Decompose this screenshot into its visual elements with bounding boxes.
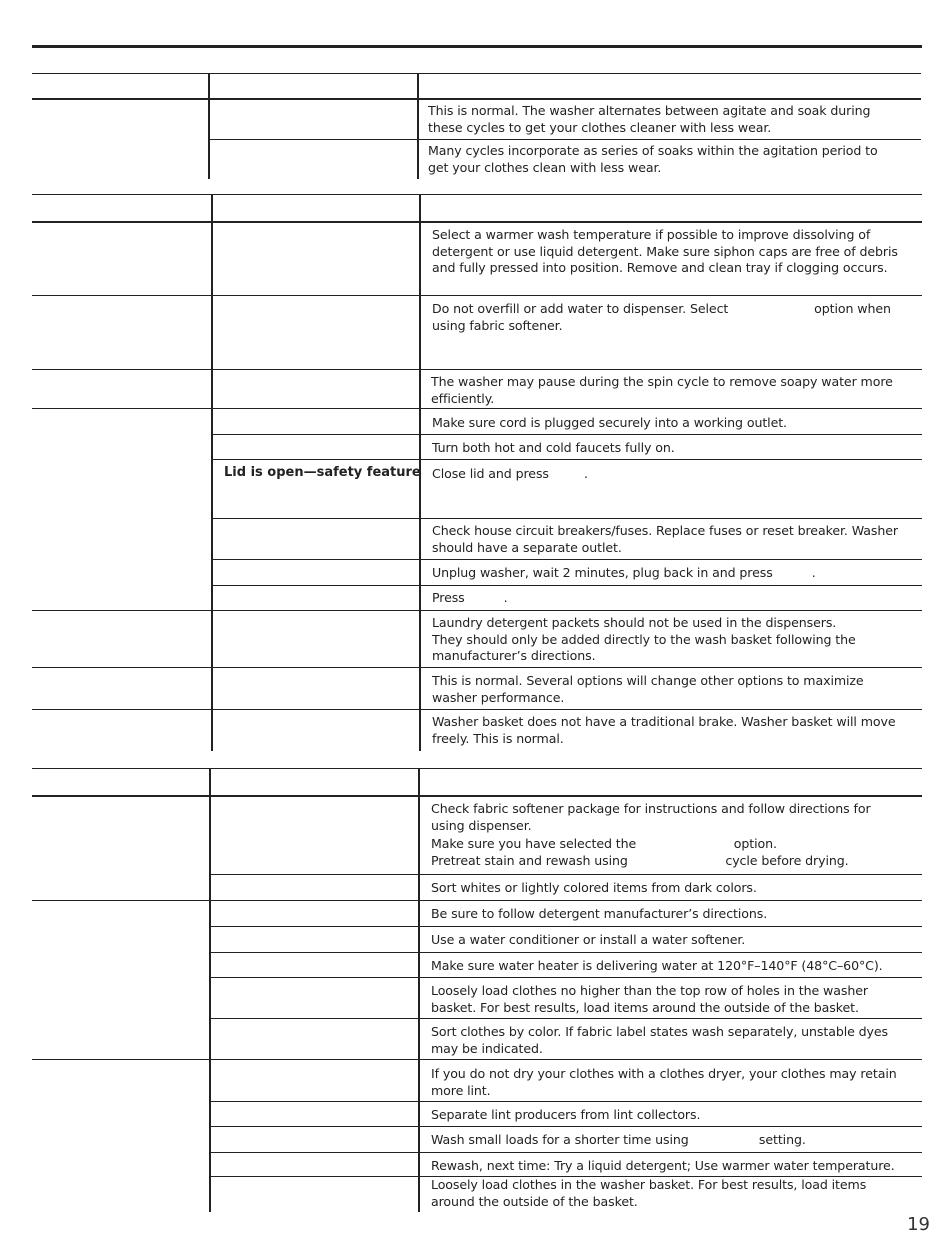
column-divider [209, 768, 211, 1212]
table-row: Rewash, next time: Try a liquid detergent; Use warmer water temperature. [431, 1158, 895, 1173]
row-divider [210, 139, 921, 140]
header-top-rule [32, 73, 921, 74]
row-divider [211, 1018, 922, 1019]
column-divider [418, 768, 420, 1212]
table-row: Turn both hot and cold faucets fully on. [432, 440, 675, 455]
table-row: Select a warmer wash temperature if possible to improve dissolving of detergent or use liquid detergent. Make sure siphon caps are free of debris and fully pressed into position. Remove and clean tray if clogging occurs. [432, 227, 898, 275]
table-row: Make sure water heater is delivering water at 120°F–140°F (48°C–60°C). [431, 958, 883, 973]
cause-label: Lid is open—safety feature [224, 465, 421, 480]
column-divider [417, 73, 419, 179]
row-divider [211, 1101, 922, 1102]
table-row: Laundry detergent packets should not be used in the dispensers. They should only be added directly to the wash basket following the manufacturer’s directions. [432, 615, 856, 663]
header-bottom-rule [32, 221, 922, 223]
table-row: Check house circuit breakers/fuses. Replace fuses or reset breaker. Washer should have a separate outlet. [432, 523, 898, 555]
table-row: This is normal. Several options will change other options to maximize washer performance. [432, 673, 864, 705]
table-row: Wash small loads for a shorter time using setting. [431, 1132, 806, 1147]
top-rule [32, 45, 922, 48]
row-divider [32, 709, 922, 710]
row-divider [211, 1152, 922, 1153]
column-divider [208, 73, 210, 179]
row-divider [211, 1126, 922, 1127]
page-number: 19 [907, 1214, 930, 1235]
row-divider [211, 952, 922, 953]
table-row: Be sure to follow detergent manufacturer’s directions. [431, 906, 768, 921]
header-top-rule [32, 768, 922, 769]
table-row: Washer basket does not have a traditional brake. Washer basket will move freely. This is normal. [432, 714, 896, 746]
row-divider [32, 408, 922, 409]
table-row: If you do not dry your clothes with a clothes dryer, your clothes may retain more lint. [431, 1066, 897, 1098]
table-row: This is normal. The washer alternates between agitate and soak during these cycles to get your clothes cleaner with less wear. [428, 103, 871, 135]
row-divider [211, 926, 922, 927]
table-row: Many cycles incorporate as series of soaks within the agitation period to get your clothes clean with less wear. [428, 143, 878, 175]
row-divider [32, 369, 922, 370]
row-divider [32, 900, 922, 901]
row-divider [32, 1059, 922, 1060]
header-bottom-rule [32, 98, 921, 100]
table-row: Close lid and press . [432, 466, 588, 481]
row-divider [32, 610, 922, 611]
table-row: Separate lint producers from lint collectors. [431, 1107, 701, 1122]
row-divider [32, 295, 922, 296]
table-row: Loosely load clothes no higher than the top row of holes in the washer basket. For best results, load items around the outside of the basket. [431, 983, 868, 1015]
table-row: Use a water conditioner or install a water softener. [431, 932, 746, 947]
table-row: Sort whites or lightly colored items from dark colors. [431, 880, 757, 895]
table-row: Press . [432, 590, 508, 605]
table-row: The washer may pause during the spin cycle to remove soapy water more efficiently. [431, 374, 893, 406]
table-row: Unplug washer, wait 2 minutes, plug back in and press . [432, 565, 816, 580]
row-divider [213, 559, 922, 560]
row-divider [213, 585, 922, 586]
row-divider [213, 459, 922, 460]
table-row: Sort clothes by color. If fabric label states wash separately, unstable dyes may be indicated. [431, 1024, 889, 1056]
row-divider [211, 977, 922, 978]
row-divider [32, 667, 922, 668]
row-divider [213, 518, 922, 519]
row-divider [213, 434, 922, 435]
row-divider [211, 874, 922, 875]
header-bottom-rule [32, 795, 922, 797]
table-row: Check fabric softener package for instructions and follow directions for using dispenser. Make sure you have selected the option. Pretreat stain and rewash using cycle before drying. [431, 801, 871, 868]
table-row: Make sure cord is plugged securely into a working outlet. [432, 415, 787, 430]
header-top-rule [32, 194, 922, 195]
table-row: Loosely load clothes in the washer basket. For best results, load items around the outside of the basket. [431, 1177, 867, 1209]
table-row: Do not overfill or add water to dispenser. Select option when using fabric softener. [432, 301, 891, 333]
